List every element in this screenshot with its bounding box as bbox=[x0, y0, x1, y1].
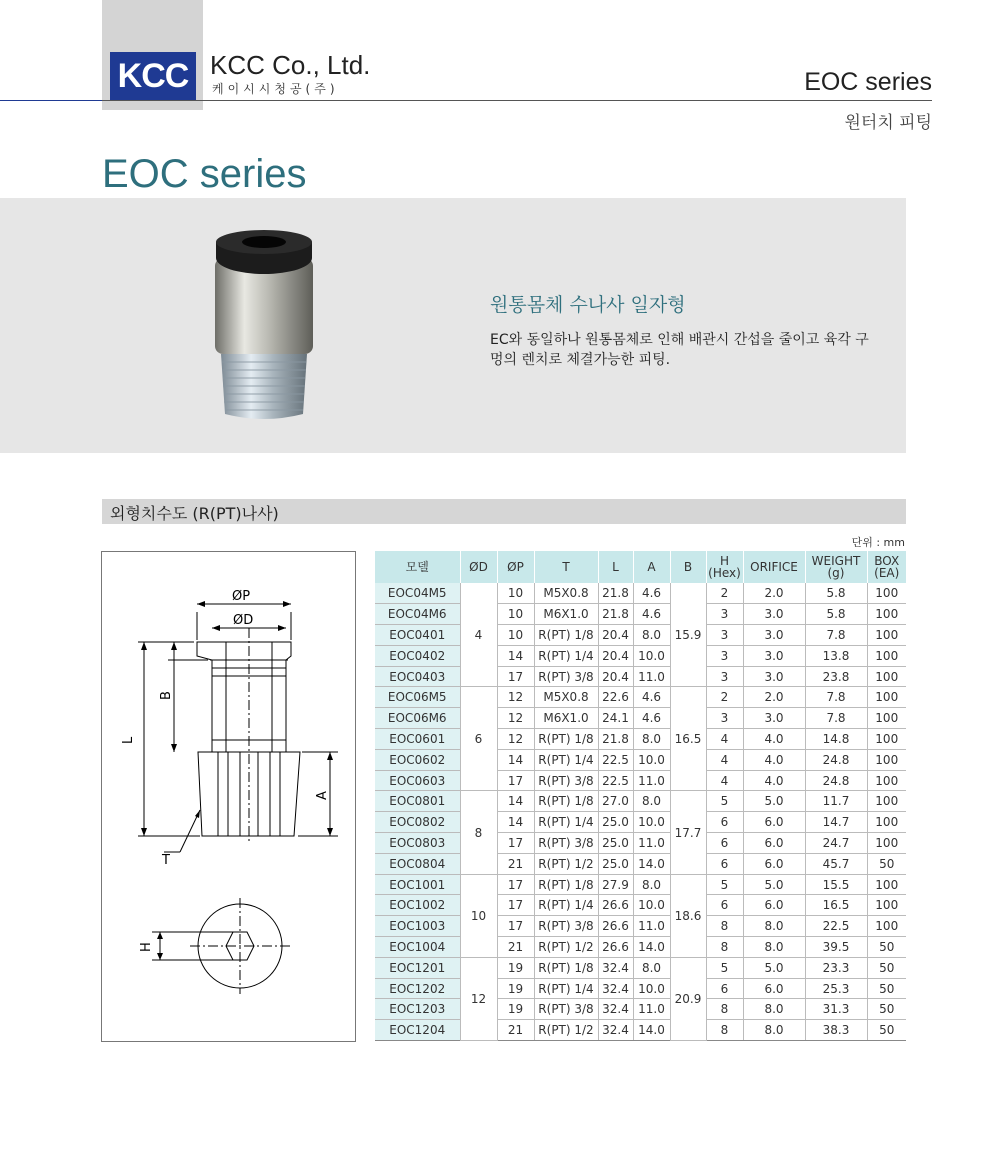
cell-h: 8 bbox=[706, 937, 743, 958]
cell-l: 20.4 bbox=[598, 645, 633, 666]
table-row bbox=[375, 853, 906, 874]
table-row bbox=[375, 791, 906, 812]
table-header-row bbox=[375, 551, 906, 583]
cell-a: 4.6 bbox=[633, 604, 670, 625]
cell-box: 50 bbox=[867, 957, 906, 978]
cell-od: 12 bbox=[460, 957, 497, 1040]
cell-a: 11.0 bbox=[633, 666, 670, 687]
cell-box: 50 bbox=[867, 999, 906, 1020]
cell-op: 10 bbox=[497, 625, 534, 646]
cell-model: EOC0801 bbox=[375, 791, 460, 812]
cell-model: EOC1002 bbox=[375, 895, 460, 916]
cell-h: 3 bbox=[706, 625, 743, 646]
cell-h: 5 bbox=[706, 957, 743, 978]
cell-h: 6 bbox=[706, 812, 743, 833]
cell-weight: 23.8 bbox=[805, 666, 867, 687]
cell-orifice: 3.0 bbox=[743, 604, 805, 625]
cell-t: R(PT) 1/4 bbox=[534, 978, 598, 999]
cell-t: R(PT) 1/2 bbox=[534, 1020, 598, 1041]
cell-weight: 24.8 bbox=[805, 749, 867, 770]
table-row bbox=[375, 708, 906, 729]
company-name: KCC Co., Ltd. bbox=[210, 50, 371, 80]
cell-a: 8.0 bbox=[633, 791, 670, 812]
cell-op: 21 bbox=[497, 1020, 534, 1041]
cell-op: 10 bbox=[497, 604, 534, 625]
table-row bbox=[375, 729, 906, 750]
cell-model: EOC0602 bbox=[375, 749, 460, 770]
cell-t: R(PT) 1/8 bbox=[534, 957, 598, 978]
cell-b: 16.5 bbox=[670, 687, 706, 791]
cell-op: 21 bbox=[497, 937, 534, 958]
cell-box: 100 bbox=[867, 895, 906, 916]
cell-l: 25.0 bbox=[598, 812, 633, 833]
table-row bbox=[375, 999, 906, 1020]
cell-weight: 23.3 bbox=[805, 957, 867, 978]
cell-l: 27.9 bbox=[598, 874, 633, 895]
table-row bbox=[375, 645, 906, 666]
cell-weight: 5.8 bbox=[805, 604, 867, 625]
cell-model: EOC1202 bbox=[375, 978, 460, 999]
cell-b: 15.9 bbox=[670, 583, 706, 687]
cell-a: 8.0 bbox=[633, 957, 670, 978]
cell-model: EOC04M6 bbox=[375, 604, 460, 625]
product-hero bbox=[0, 198, 906, 453]
cell-t: R(PT) 1/2 bbox=[534, 853, 598, 874]
cell-t: R(PT) 1/8 bbox=[534, 791, 598, 812]
cell-orifice: 3.0 bbox=[743, 666, 805, 687]
cell-a: 4.6 bbox=[633, 708, 670, 729]
table-row bbox=[375, 937, 906, 958]
cell-weight: 7.8 bbox=[805, 687, 867, 708]
cell-a: 11.0 bbox=[633, 916, 670, 937]
cell-orifice: 4.0 bbox=[743, 770, 805, 791]
header-h-line2: (Hex) bbox=[708, 566, 741, 580]
cell-box: 100 bbox=[867, 625, 906, 646]
header-box-line2: (EA) bbox=[874, 566, 900, 580]
cell-weight: 5.8 bbox=[805, 583, 867, 604]
cell-h: 4 bbox=[706, 729, 743, 750]
cell-b: 20.9 bbox=[670, 957, 706, 1040]
cell-a: 4.6 bbox=[633, 583, 670, 604]
cell-box: 100 bbox=[867, 729, 906, 750]
cell-l: 21.8 bbox=[598, 583, 633, 604]
section-header bbox=[102, 499, 906, 524]
cell-box: 50 bbox=[867, 1020, 906, 1041]
header-od: ØD bbox=[460, 551, 497, 583]
cell-a: 10.0 bbox=[633, 895, 670, 916]
table-row bbox=[375, 978, 906, 999]
cell-model: EOC0803 bbox=[375, 833, 460, 854]
cell-orifice: 6.0 bbox=[743, 895, 805, 916]
header-h-line1: H bbox=[719, 554, 730, 568]
header-weight bbox=[805, 551, 867, 583]
cell-orifice: 3.0 bbox=[743, 708, 805, 729]
cell-orifice: 4.0 bbox=[743, 729, 805, 750]
cell-l: 22.6 bbox=[598, 687, 633, 708]
cell-box: 50 bbox=[867, 978, 906, 999]
dimension-drawing bbox=[101, 551, 356, 1042]
header-op: ØP bbox=[497, 551, 534, 583]
cell-model: EOC1001 bbox=[375, 874, 460, 895]
cell-orifice: 6.0 bbox=[743, 833, 805, 854]
cell-t: M6X1.0 bbox=[534, 604, 598, 625]
header-b: B bbox=[670, 551, 706, 583]
cell-h: 3 bbox=[706, 666, 743, 687]
cell-op: 17 bbox=[497, 833, 534, 854]
cell-op: 17 bbox=[497, 895, 534, 916]
cell-h: 8 bbox=[706, 916, 743, 937]
cell-b: 18.6 bbox=[670, 874, 706, 957]
cell-weight: 45.7 bbox=[805, 853, 867, 874]
cell-model: EOC0804 bbox=[375, 853, 460, 874]
cell-op: 14 bbox=[497, 812, 534, 833]
cell-a: 4.6 bbox=[633, 687, 670, 708]
cell-box: 100 bbox=[867, 833, 906, 854]
spec-table bbox=[375, 551, 906, 1041]
cell-orifice: 8.0 bbox=[743, 937, 805, 958]
cell-box: 100 bbox=[867, 708, 906, 729]
table-row bbox=[375, 812, 906, 833]
cell-t: R(PT) 1/8 bbox=[534, 874, 598, 895]
cell-box: 100 bbox=[867, 583, 906, 604]
cell-op: 14 bbox=[497, 749, 534, 770]
cell-box: 100 bbox=[867, 812, 906, 833]
cell-a: 8.0 bbox=[633, 729, 670, 750]
cell-orifice: 6.0 bbox=[743, 812, 805, 833]
cell-box: 50 bbox=[867, 937, 906, 958]
cell-od: 6 bbox=[460, 687, 497, 791]
cell-box: 100 bbox=[867, 916, 906, 937]
cell-model: EOC0402 bbox=[375, 645, 460, 666]
cell-orifice: 3.0 bbox=[743, 625, 805, 646]
cell-box: 100 bbox=[867, 770, 906, 791]
cell-l: 32.4 bbox=[598, 1020, 633, 1041]
unit-label: 단위 : mm bbox=[851, 536, 905, 549]
cell-od: 4 bbox=[460, 583, 497, 687]
dimension-drawing-svg bbox=[102, 552, 355, 1041]
cell-box: 100 bbox=[867, 604, 906, 625]
cell-l: 22.5 bbox=[598, 770, 633, 791]
cell-t: R(PT) 3/8 bbox=[534, 916, 598, 937]
cell-op: 17 bbox=[497, 770, 534, 791]
label-a: A bbox=[315, 791, 330, 800]
label-t: T bbox=[162, 853, 170, 868]
cell-t: R(PT) 1/4 bbox=[534, 812, 598, 833]
cell-op: 10 bbox=[497, 583, 534, 604]
cell-weight: 7.8 bbox=[805, 625, 867, 646]
cell-t: R(PT) 3/8 bbox=[534, 833, 598, 854]
cell-op: 12 bbox=[497, 687, 534, 708]
product-title: 원통몸체 수나사 일자형 bbox=[490, 294, 686, 316]
cell-h: 4 bbox=[706, 749, 743, 770]
header-series-subtitle: 원터치 피팅 bbox=[844, 113, 932, 133]
cell-h: 3 bbox=[706, 604, 743, 625]
cell-op: 19 bbox=[497, 957, 534, 978]
cell-l: 25.0 bbox=[598, 833, 633, 854]
cell-model: EOC0603 bbox=[375, 770, 460, 791]
cell-model: EOC0802 bbox=[375, 812, 460, 833]
cell-orifice: 5.0 bbox=[743, 874, 805, 895]
header-box-line1: BOX bbox=[874, 554, 900, 568]
cell-a: 10.0 bbox=[633, 978, 670, 999]
cell-op: 14 bbox=[497, 791, 534, 812]
cell-orifice: 3.0 bbox=[743, 645, 805, 666]
table-row bbox=[375, 604, 906, 625]
cell-model: EOC04M5 bbox=[375, 583, 460, 604]
cell-a: 11.0 bbox=[633, 770, 670, 791]
cell-weight: 22.5 bbox=[805, 916, 867, 937]
cell-a: 10.0 bbox=[633, 812, 670, 833]
cell-model: EOC06M5 bbox=[375, 687, 460, 708]
cell-weight: 31.3 bbox=[805, 999, 867, 1020]
cell-l: 26.6 bbox=[598, 895, 633, 916]
cell-l: 20.4 bbox=[598, 666, 633, 687]
cell-a: 14.0 bbox=[633, 1020, 670, 1041]
table-row bbox=[375, 895, 906, 916]
cell-weight: 39.5 bbox=[805, 937, 867, 958]
cell-model: EOC0401 bbox=[375, 625, 460, 646]
cell-weight: 38.3 bbox=[805, 1020, 867, 1041]
cell-box: 100 bbox=[867, 687, 906, 708]
cell-op: 17 bbox=[497, 874, 534, 895]
cell-a: 11.0 bbox=[633, 999, 670, 1020]
header-box bbox=[867, 551, 906, 583]
table-row bbox=[375, 583, 906, 604]
cell-weight: 24.7 bbox=[805, 833, 867, 854]
cell-h: 2 bbox=[706, 687, 743, 708]
cell-t: R(PT) 3/8 bbox=[534, 770, 598, 791]
table-row bbox=[375, 666, 906, 687]
cell-box: 100 bbox=[867, 645, 906, 666]
cell-a: 11.0 bbox=[633, 833, 670, 854]
cell-orifice: 2.0 bbox=[743, 583, 805, 604]
company-subtitle: 케이시시청공(주) bbox=[212, 82, 339, 96]
cell-t: R(PT) 1/4 bbox=[534, 645, 598, 666]
cell-l: 20.4 bbox=[598, 625, 633, 646]
header-t: T bbox=[534, 551, 598, 583]
cell-t: M5X0.8 bbox=[534, 687, 598, 708]
table-row bbox=[375, 833, 906, 854]
logo-text: KCC bbox=[117, 57, 189, 95]
cell-orifice: 5.0 bbox=[743, 791, 805, 812]
cell-t: R(PT) 1/8 bbox=[534, 625, 598, 646]
table-row bbox=[375, 1020, 906, 1041]
cell-h: 3 bbox=[706, 645, 743, 666]
cell-orifice: 5.0 bbox=[743, 957, 805, 978]
cell-op: 12 bbox=[497, 708, 534, 729]
header-divider bbox=[0, 100, 932, 101]
cell-t: R(PT) 3/8 bbox=[534, 999, 598, 1020]
cell-op: 14 bbox=[497, 645, 534, 666]
cell-a: 10.0 bbox=[633, 749, 670, 770]
cell-model: EOC1203 bbox=[375, 999, 460, 1020]
cell-a: 10.0 bbox=[633, 645, 670, 666]
label-d: ØD bbox=[233, 613, 254, 628]
cell-b: 17.7 bbox=[670, 791, 706, 874]
header-series: EOC series bbox=[804, 68, 932, 96]
cell-orifice: 8.0 bbox=[743, 916, 805, 937]
cell-orifice: 6.0 bbox=[743, 978, 805, 999]
cell-l: 32.4 bbox=[598, 957, 633, 978]
cell-orifice: 8.0 bbox=[743, 1020, 805, 1041]
cell-weight: 14.8 bbox=[805, 729, 867, 750]
cell-op: 17 bbox=[497, 916, 534, 937]
cell-a: 14.0 bbox=[633, 937, 670, 958]
cell-l: 25.0 bbox=[598, 853, 633, 874]
cell-orifice: 8.0 bbox=[743, 999, 805, 1020]
cell-model: EOC06M6 bbox=[375, 708, 460, 729]
cell-weight: 25.3 bbox=[805, 978, 867, 999]
label-b: B bbox=[159, 691, 174, 700]
cell-h: 6 bbox=[706, 895, 743, 916]
cell-box: 100 bbox=[867, 749, 906, 770]
product-photo bbox=[205, 228, 335, 428]
cell-l: 26.6 bbox=[598, 916, 633, 937]
cell-op: 19 bbox=[497, 999, 534, 1020]
cell-h: 5 bbox=[706, 874, 743, 895]
cell-t: R(PT) 1/2 bbox=[534, 937, 598, 958]
header-orifice: ORIFICE bbox=[743, 551, 805, 583]
cell-model: EOC0403 bbox=[375, 666, 460, 687]
label-h: H bbox=[139, 942, 154, 952]
cell-op: 21 bbox=[497, 853, 534, 874]
table-row bbox=[375, 874, 906, 895]
header-a: A bbox=[633, 551, 670, 583]
cell-l: 21.8 bbox=[598, 729, 633, 750]
section-title: 외형치수도 (R(PT)나사) bbox=[110, 504, 279, 523]
cell-model: EOC1204 bbox=[375, 1020, 460, 1041]
header-h bbox=[706, 551, 743, 583]
product-description: EC와 동일하나 원통몸체로 인해 배관시 간섭을 줄이고 육각 구멍의 렌치로 체결가능한 피팅. bbox=[490, 332, 869, 368]
cell-weight: 14.7 bbox=[805, 812, 867, 833]
cell-op: 19 bbox=[497, 978, 534, 999]
cell-t: R(PT) 1/4 bbox=[534, 749, 598, 770]
header-weight-line2: (g) bbox=[827, 566, 845, 580]
cell-a: 8.0 bbox=[633, 874, 670, 895]
cell-orifice: 2.0 bbox=[743, 687, 805, 708]
label-p: ØP bbox=[232, 589, 251, 604]
header-model: 모델 bbox=[375, 551, 460, 583]
cell-a: 14.0 bbox=[633, 853, 670, 874]
cell-box: 50 bbox=[867, 853, 906, 874]
cell-orifice: 4.0 bbox=[743, 749, 805, 770]
company-logo bbox=[110, 52, 196, 100]
cell-l: 32.4 bbox=[598, 978, 633, 999]
table-body bbox=[375, 583, 906, 1041]
cell-orifice: 6.0 bbox=[743, 853, 805, 874]
cell-l: 21.8 bbox=[598, 604, 633, 625]
cell-od: 10 bbox=[460, 874, 497, 957]
cell-t: M6X1.0 bbox=[534, 708, 598, 729]
cell-l: 24.1 bbox=[598, 708, 633, 729]
table-row bbox=[375, 749, 906, 770]
cell-l: 27.0 bbox=[598, 791, 633, 812]
cell-h: 5 bbox=[706, 791, 743, 812]
cell-weight: 15.5 bbox=[805, 874, 867, 895]
cell-l: 22.5 bbox=[598, 749, 633, 770]
cell-od: 8 bbox=[460, 791, 497, 874]
cell-op: 17 bbox=[497, 666, 534, 687]
cell-l: 26.6 bbox=[598, 937, 633, 958]
cell-t: R(PT) 3/8 bbox=[534, 666, 598, 687]
table-row bbox=[375, 957, 906, 978]
cell-model: EOC1004 bbox=[375, 937, 460, 958]
cell-h: 2 bbox=[706, 583, 743, 604]
cell-h: 6 bbox=[706, 833, 743, 854]
cell-h: 3 bbox=[706, 708, 743, 729]
cell-h: 6 bbox=[706, 978, 743, 999]
table-row bbox=[375, 770, 906, 791]
cell-weight: 7.8 bbox=[805, 708, 867, 729]
cell-model: EOC1201 bbox=[375, 957, 460, 978]
cell-weight: 11.7 bbox=[805, 791, 867, 812]
header-divider-accent bbox=[0, 100, 102, 101]
cell-weight: 13.8 bbox=[805, 645, 867, 666]
table-row bbox=[375, 625, 906, 646]
cell-weight: 24.8 bbox=[805, 770, 867, 791]
cell-t: R(PT) 1/8 bbox=[534, 729, 598, 750]
cell-model: EOC0601 bbox=[375, 729, 460, 750]
table-row bbox=[375, 687, 906, 708]
page-title: EOC series bbox=[102, 152, 307, 196]
cell-box: 100 bbox=[867, 874, 906, 895]
cell-h: 4 bbox=[706, 770, 743, 791]
cell-t: R(PT) 1/4 bbox=[534, 895, 598, 916]
cell-t: M5X0.8 bbox=[534, 583, 598, 604]
cell-l: 32.4 bbox=[598, 999, 633, 1020]
cell-model: EOC1003 bbox=[375, 916, 460, 937]
cell-h: 8 bbox=[706, 999, 743, 1020]
cell-box: 100 bbox=[867, 791, 906, 812]
cell-op: 12 bbox=[497, 729, 534, 750]
label-l: L bbox=[121, 736, 136, 744]
cell-h: 6 bbox=[706, 853, 743, 874]
cell-a: 8.0 bbox=[633, 625, 670, 646]
cell-box: 100 bbox=[867, 666, 906, 687]
cell-weight: 16.5 bbox=[805, 895, 867, 916]
header-weight-line1: WEIGHT bbox=[811, 554, 861, 568]
table-row bbox=[375, 916, 906, 937]
cell-h: 8 bbox=[706, 1020, 743, 1041]
header-l: L bbox=[598, 551, 633, 583]
